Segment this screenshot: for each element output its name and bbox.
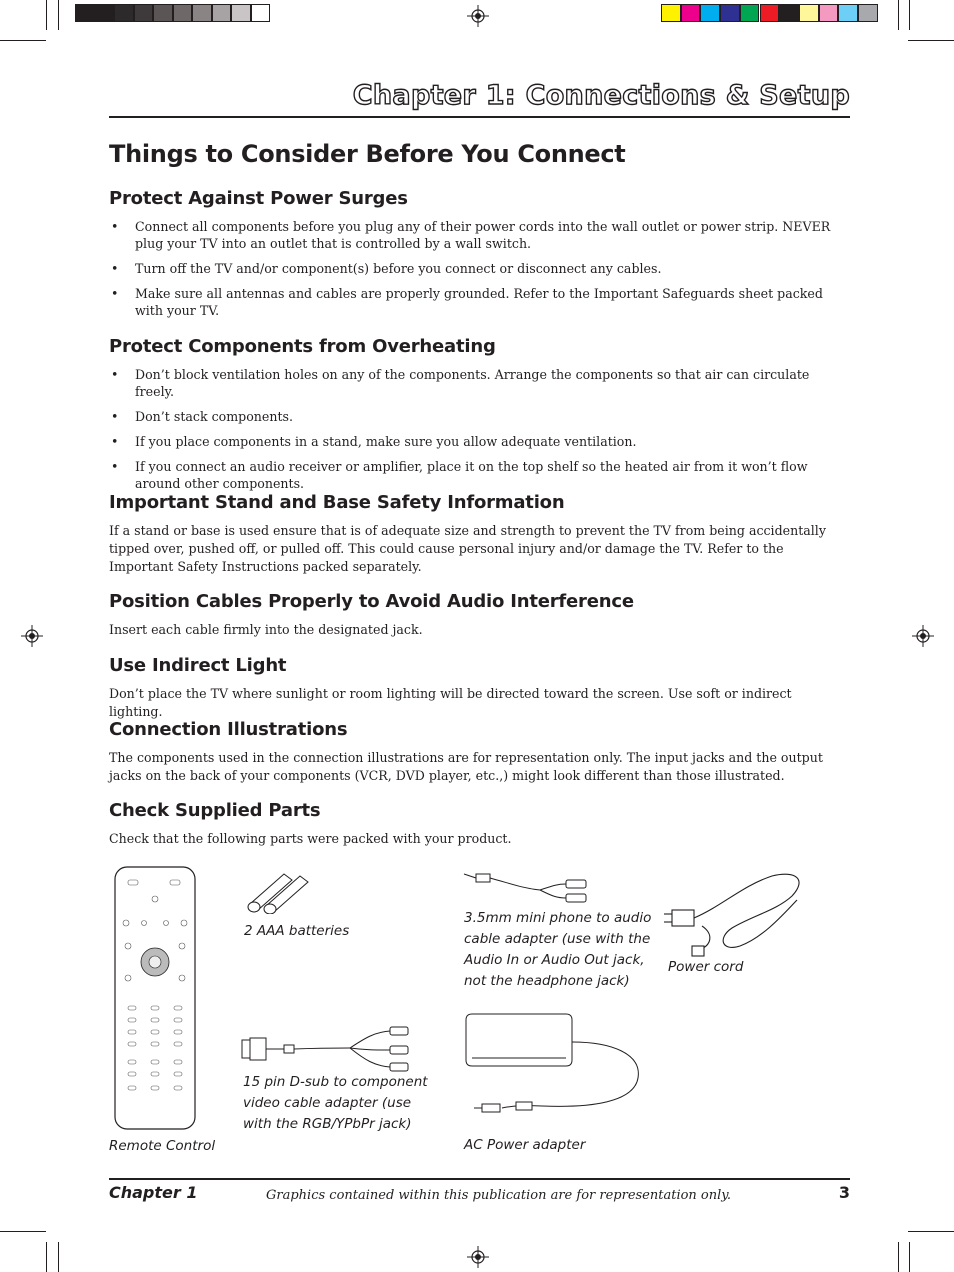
ac-adapter-icon bbox=[462, 1008, 652, 1124]
color-swatch bbox=[75, 4, 95, 22]
chapter-title: Chapter 1: Connections & Setup bbox=[352, 80, 850, 111]
color-swatch bbox=[819, 4, 839, 22]
registration-mark-icon bbox=[912, 625, 934, 647]
color-swatch bbox=[192, 4, 212, 22]
ac-adapter-caption: AC Power adapter bbox=[464, 1137, 586, 1153]
list-item: • Don’t stack components. bbox=[109, 408, 844, 425]
stand-safety-text: If a stand or base is used ensure that is of adequate size and strength to prevent the TV from being accidentally tipped over, pushed off, or pulled off. This could cause personal injury and/or damage the TV. Refer to the Important Safety Instructions packed separately. bbox=[109, 523, 826, 574]
mini-phone-cable-caption: 3.5mm mini phone to audio cable adapter (use with the Audio In or Audio Out jack, not the headphone jack) bbox=[464, 910, 652, 989]
section-heading-overheating: Protect Components from Overheating bbox=[109, 336, 496, 357]
color-swatch bbox=[760, 4, 780, 22]
list-item: • Turn off the TV and/or component(s) before you connect or disconnect any cables. bbox=[109, 260, 844, 277]
section-heading-light: Use Indirect Light bbox=[109, 655, 287, 676]
color-swatch bbox=[114, 4, 134, 22]
color-swatch bbox=[838, 4, 858, 22]
illustrations-text: The components used in the connection illustrations are for representation only. The input jacks and the output jacks on the back of your components (VCR, DVD player, etc.,) might look different than those illustrated. bbox=[109, 750, 823, 783]
list-item: • Don’t block ventilation holes on any of the components. Arrange the components so that air can circulate freely. bbox=[109, 366, 844, 400]
section-heading-illustrations: Connection Illustrations bbox=[109, 719, 348, 740]
mini-phone-cable-icon bbox=[462, 866, 592, 908]
color-swatch bbox=[799, 4, 819, 22]
color-swatch bbox=[95, 4, 115, 22]
header-rule bbox=[109, 116, 850, 118]
footer-note: Graphics contained within this publication are for representation only. bbox=[266, 1188, 732, 1203]
registration-mark-icon bbox=[467, 1246, 489, 1268]
section-heading-cables: Position Cables Properly to Avoid Audio Interference bbox=[109, 591, 634, 612]
footer-rule bbox=[109, 1178, 850, 1180]
color-swatch bbox=[173, 4, 193, 22]
dsub-cable-icon bbox=[240, 1024, 412, 1074]
color-swatch bbox=[231, 4, 251, 22]
light-text: Don’t place the TV where sunlight or room lighting will be directed toward the screen. Use soft or indirect lighting. bbox=[109, 686, 792, 719]
list-item: • Make sure all antennas and cables are properly grounded. Refer to the Important Safeguards sheet packed with your TV. bbox=[109, 285, 844, 319]
color-swatch bbox=[740, 4, 760, 22]
batteries-icon bbox=[244, 866, 316, 914]
list-item: • If you place components in a stand, make sure you allow adequate ventilation. bbox=[109, 433, 844, 450]
color-swatch bbox=[251, 4, 271, 22]
cables-text: Insert each cable firmly into the designated jack. bbox=[109, 622, 423, 637]
power-cord-icon bbox=[662, 866, 810, 958]
page-title: Things to Consider Before You Connect bbox=[109, 140, 626, 168]
color-swatch bbox=[661, 4, 681, 22]
list-item: • If you connect an audio receiver or amplifier, place it on the top shelf so the heated air from it won’t flow around other components. bbox=[109, 458, 844, 492]
color-swatch bbox=[134, 4, 154, 22]
remote-control-caption: Remote Control bbox=[109, 1138, 216, 1154]
batteries-caption: 2 AAA batteries bbox=[244, 923, 350, 939]
section-heading-power-surges: Protect Against Power Surges bbox=[109, 188, 408, 209]
color-swatch bbox=[720, 4, 740, 22]
color-swatch bbox=[681, 4, 701, 22]
color-swatch bbox=[858, 4, 878, 22]
section-heading-supplied-parts: Check Supplied Parts bbox=[109, 800, 321, 821]
supplied-parts-text: Check that the following parts were packed with your product. bbox=[109, 831, 512, 846]
overheating-list bbox=[109, 366, 844, 500]
footer-chapter: Chapter 1 bbox=[109, 1183, 198, 1202]
registration-mark-icon bbox=[21, 625, 43, 647]
list-item: • Connect all components before you plug any of their power cords into the wall outlet or power strip. NEVER plug your TV into an outlet that is controlled by a wall switch. bbox=[109, 218, 844, 252]
page-number: 3 bbox=[838, 1183, 850, 1202]
power-cord-caption: Power cord bbox=[668, 959, 744, 975]
color-swatch bbox=[779, 4, 799, 22]
remote-control-icon bbox=[114, 866, 196, 1130]
color-swatch bbox=[212, 4, 232, 22]
registration-mark-icon bbox=[467, 5, 489, 27]
color-swatch bbox=[700, 4, 720, 22]
color-swatch bbox=[153, 4, 173, 22]
section-heading-stand-safety: Important Stand and Base Safety Information bbox=[109, 492, 565, 513]
dsub-cable-caption: 15 pin D-sub to component video cable adapter (use with the RGB/YPbPr jack) bbox=[243, 1074, 428, 1132]
power-surges-list bbox=[109, 218, 844, 327]
